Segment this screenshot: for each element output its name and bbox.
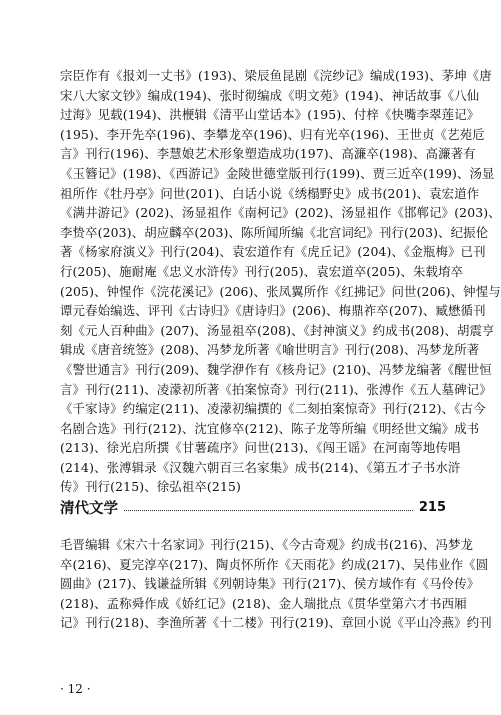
section-page-number: 215: [418, 499, 446, 515]
text-line: 李贽卒(203)、胡应麟卒(203)、陈所闻所编《北宫词纪》刊行(203)、纪振伦: [60, 224, 489, 240]
text-line: 名剧合选》刊行(212)、沈宜修卒(212)、陈子龙等所编《明经世文编》成书: [60, 420, 480, 436]
section-title: 清代文学: [60, 500, 118, 517]
text-line: 刻《元人百种曲》(207)、汤显祖卒(208)、《封神演义》约成书(208)、胡震亨: [60, 322, 495, 338]
text-line: (214)、张溥辑录《汉魏六朝百三名家集》成书(214)、《第五才子书水浒: [60, 459, 461, 475]
text-line: 记》刊行(218)、李渔所著《十二楼》刊行(219)、章回小说《平山冷燕》约刊: [60, 615, 492, 631]
text-line: (195)、李开先卒(196)、李攀龙卒(196)、归有光卒(196)、王世贞《艺苑卮: [60, 126, 485, 142]
text-line: 圆曲》(217)、钱谦益所辑《列朝诗集》刊行(217)、侯方域作有《马伶传》: [60, 576, 480, 592]
text-line: 卒(216)、夏完淳卒(217)、陶贞怀所作《天雨花》约成(217)、吴伟业作《圆: [60, 556, 489, 572]
text-line: 宗臣作有《报刘一丈书》(193)、梁辰鱼昆剧《浣纱记》编成(193)、茅坤《唐: [60, 68, 492, 83]
text-block-ming: [60, 66, 501, 497]
section-heading: [60, 495, 446, 519]
text-line: 祖所作《牡丹亭》问世(201)、白话小说《绣榻野史》成书(201)、袁宏道作: [60, 185, 480, 201]
text-block-qing: [60, 535, 492, 633]
text-line: 《警世通言》刊行(209)、魏学洢作有《核舟记》(210)、冯梦龙编著《醒世恒: [60, 361, 492, 377]
text-line: 毛晋编辑《宋六十名家词》刊行(215)、《今古奇观》约成书(216)、冯梦龙: [60, 537, 474, 552]
text-line: 《满井游记》(202)、汤显祖作《南柯记》(202)、汤显祖作《邯郸记》(203)、: [60, 205, 501, 221]
text-line: 谭元春始编选、评刊《古诗归》《唐诗归》(206)、梅鼎祚卒(207)、臧懋循刊: [60, 303, 486, 319]
text-line: (213)、徐光启所撰《甘薯疏序》问世(213)、《闯王谣》在河南等地传唱: [60, 440, 461, 456]
text-line: 辑成《唐音统签》(208)、冯梦龙所著《喻世明言》刊行(208)、冯梦龙所著: [60, 342, 480, 358]
dot-leader: [124, 510, 413, 511]
text-line: (218)、孟称舜作成《娇红记》(218)、金人瑞批点《贯华堂第六才书西厢: [60, 595, 467, 611]
text-line: 过海》见载(194)、洪楩辑《清平山堂话本》(195)、付梓《快嘴李翠莲记》: [60, 107, 480, 123]
text-line: 著《杨家府演义》刊行(204)、袁宏道作有《虎丘记》(204)、《金瓶梅》已刊: [60, 244, 486, 260]
text-line: 《玉簪记》(198)、《西游记》金陵世德堂版刊行(199)、贾三近卒(199)、汤显: [60, 165, 495, 181]
text-line: 宋八大家文钞》编成(194)、张时彻编成《明文苑》(194)、神话故事《八仙: [60, 87, 480, 103]
text-line: 行(205)、施耐庵《忠义水浒传》刊行(205)、袁宏道卒(205)、朱载堉卒: [60, 263, 464, 279]
text-line: 言》刊行(196)、李慧娘艺术形象塑造成功(197)、高濂卒(198)、高濂著有: [60, 146, 476, 162]
text-line: 《千家诗》约编定(211)、凌濛初编撰的《二刻拍案惊奇》刊行(212)、《古今: [60, 401, 486, 417]
text-line: 言》刊行(211)、凌濛初所著《拍案惊奇》刊行(211)、张溥作《五人墓碑记》: [60, 381, 492, 397]
page-folio: · 12 ·: [60, 682, 91, 696]
text-line: 传》刊行(215)、徐弘祖卒(215): [60, 479, 242, 495]
text-line: (205)、钟惺作《浣花溪记》(206)、张凤翼所作《红拂记》问世(206)、钟惺与: [60, 283, 501, 299]
